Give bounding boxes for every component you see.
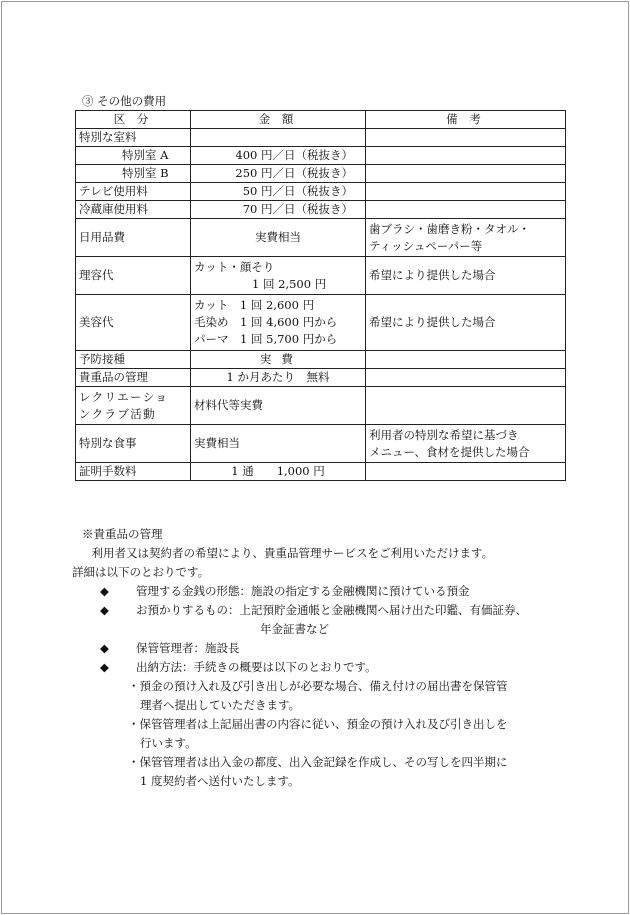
table-row xyxy=(76,387,566,425)
row-label: 冷蔵庫使用料 xyxy=(76,201,191,219)
row-label: 特別な室料 xyxy=(76,129,191,147)
row-label: 美容代 xyxy=(76,295,191,351)
list-item: ◆ お預かりするもの：上記預貯金通帳と金融機関へ届け出た印鑑、有価証券、 xyxy=(82,601,582,620)
diamond-bullet-icon: ◆ xyxy=(100,641,109,655)
row-label: レクリエーショ ンクラブ活動 xyxy=(76,387,191,425)
list-item-continuation: 年金証書など xyxy=(260,622,329,636)
row-amount: 実費相当 xyxy=(191,425,366,463)
list-item: ◆ 管理する金銭の形態：施設の指定する金融機関に預けている預金 xyxy=(82,582,582,601)
row-amount: カット・顔そり 1 回 2,500 円 xyxy=(191,257,366,295)
section-title: ③ その他の費用 xyxy=(82,94,167,108)
row-note: 希望により提供した場合 xyxy=(366,295,566,351)
table-row xyxy=(76,183,566,201)
table-row xyxy=(76,425,566,463)
diamond-bullet-icon: ◆ xyxy=(100,660,109,674)
header-amount: 金 額 xyxy=(191,111,366,129)
diamond-bullet-icon: ◆ xyxy=(100,603,109,617)
sub-item-continuation: 理者へ提出していただきます。 xyxy=(140,698,301,712)
row-label: 貴重品の管理 xyxy=(76,369,191,387)
row-note: 歯ブラシ・歯磨き粉・タオル・ ティッシュペーパー等 xyxy=(366,219,566,257)
sub-item-continuation: 1 度契約者へ送付いたします。 xyxy=(140,774,300,788)
sub-item: ・保管管理者は上記届出書の内容に従い、預金の預け入れ及び引き出しを xyxy=(128,717,508,731)
table-row xyxy=(76,165,566,183)
row-amount: 実費相当 xyxy=(191,219,366,257)
table-row xyxy=(76,295,566,351)
row-label: 日用品費 xyxy=(76,219,191,257)
sub-item: ・預金の預け入れ及び引き出しが必要な場合、備え付けの届出書を保管管 xyxy=(128,679,508,693)
row-label: テレビ使用料 xyxy=(76,183,191,201)
table-row xyxy=(76,351,566,369)
row-amount: カット 1 回 2,600 円 毛染め 1 回 4,600 円から パーマ 1 回 5,700 円から xyxy=(191,295,366,351)
list-item: ◆ 出納方法：手続きの概要は以下のとおりです。 xyxy=(82,658,582,677)
row-amount: 材料代等実費 xyxy=(191,387,366,425)
notes-intro: 利用者又は契約者の希望により、貴重品管理サービスをご利用いただけます。 xyxy=(80,546,494,560)
table-row xyxy=(76,219,566,257)
fees-table xyxy=(75,110,566,481)
sub-item-continuation: 行います。 xyxy=(140,736,197,750)
row-label: 特別室 A xyxy=(76,147,191,165)
row-label: 理容代 xyxy=(76,257,191,295)
row-label: 証明手数料 xyxy=(76,463,191,481)
row-label: 予防接種 xyxy=(76,351,191,369)
row-label: 特別室 B xyxy=(76,165,191,183)
notes-intro: 詳細は以下のとおりです。 xyxy=(72,565,210,579)
table-row xyxy=(76,129,566,147)
table-row xyxy=(76,463,566,481)
row-amount: 70 円／日（税抜き） xyxy=(191,201,366,219)
table-row xyxy=(76,369,566,387)
row-amount: 1 通 1,000 円 xyxy=(191,463,366,481)
row-amount: 250 円／日（税抜き） xyxy=(191,165,366,183)
row-amount: 実 費 xyxy=(191,351,366,369)
table-row xyxy=(76,201,566,219)
row-amount: 50 円／日（税抜き） xyxy=(191,183,366,201)
table-header-row xyxy=(76,111,566,129)
valuables-notes xyxy=(72,525,582,791)
row-amount: 400 円／日（税抜き） xyxy=(191,147,366,165)
row-label: 特別な食事 xyxy=(76,425,191,463)
notes-heading: ※貴重品の管理 xyxy=(82,527,163,541)
row-amount: 1 か月あたり 無料 xyxy=(191,369,366,387)
row-note: 希望により提供した場合 xyxy=(366,257,566,295)
table-row xyxy=(76,257,566,295)
header-category: 区 分 xyxy=(76,111,191,129)
table-row xyxy=(76,147,566,165)
diamond-bullet-icon: ◆ xyxy=(100,584,109,598)
row-note: 利用者の特別な希望に基づき メニュー、食材を提供した場合 xyxy=(366,425,566,463)
sub-item: ・保管管理者は出入金の都度、出入金記録を作成し、その写しを四半期に xyxy=(128,755,508,769)
header-notes: 備 考 xyxy=(366,111,566,129)
list-item: ◆ 保管管理者：施設長 xyxy=(82,639,582,658)
